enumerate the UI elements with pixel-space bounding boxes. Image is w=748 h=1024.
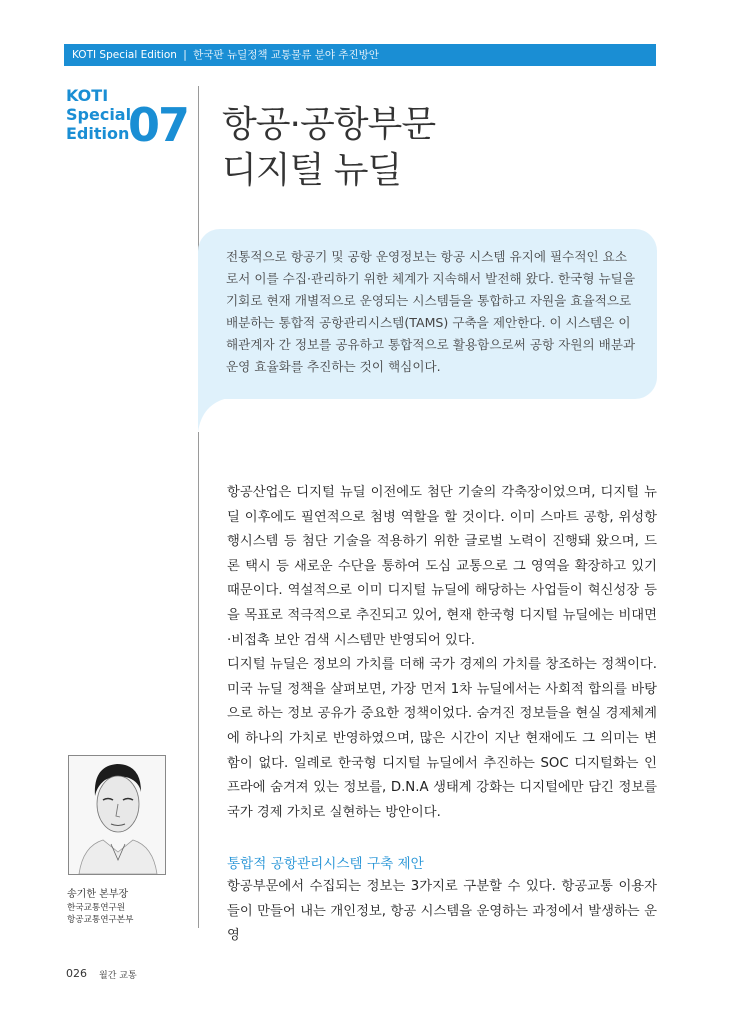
edition-line-koti: KOTI [66,86,109,105]
summary-box-tail [198,398,228,432]
header-subtitle: 한국판 뉴딜정책 교통물류 분야 추진방안 [193,49,379,61]
summary-box: 전통적으로 항공기 및 공항 운영정보는 항공 시스템 유지에 필수적인 요소로서 이를 수집·관리하기 위한 체계가 지속해서 발전해 왔다. 한국형 뉴딜을 기회로 현재 개별적으로 운영되는 시스템들을 통합하고 자원을 효율적으로 배분하는 통합적 공항관리시스템(TAMS) 구축을 제안한다. 이 시스템은 이해관계자 간 정보를 공유하고 통합적으로 활용함으로써 공항 자원의 배분과 운영 효율화를 추진하는 것이 핵심이다. [198,229,657,399]
body-paragraph-2: 디지털 뉴딜은 정보의 가치를 더해 국가 경제의 가치를 창조하는 정책이다. 미국 뉴딜 정책을 살펴보면, 가장 먼저 1차 뉴딜에서는 사회적 합의를 바탕으로 하는 정보 공유가 중요한 정책이었다. 숨겨진 정보들을 현실 경제체계에 하나의 가치로 반영하였으며, 많은 시간이 지난 현재에도 그 의미는 변함이 없다. 일례로 한국형 디지털 뉴딜에서 추진하는 SOC 디지털화는 인프라에 숨겨져 있는 정보를, D.N.A 생태계 강화는 디지털에만 담긴 정보를 국가 경제 가치로 실현하는 방안이다. [227,657,657,820]
section-heading: 통합적 공항관리시스템 구축 제안 [227,856,424,872]
divider-line-bottom [198,432,199,928]
title-line-1: 항공·공항부문 [222,104,436,145]
section-paragraph: 항공부문에서 수집되는 정보는 3가지로 구분할 수 있다. 항공교통 이용자들이 만들어 내는 개인정보, 항공 시스템을 운영하는 과정에서 발생하는 운영 [227,879,657,944]
page-number: 026 [66,967,87,980]
publication-name: 월간 교통 [99,971,137,981]
author-organization [67,902,133,926]
edition-line-special: Special [66,105,132,124]
page-title [222,102,435,194]
author-photo [68,755,166,875]
author-org-line-2: 항공교통연구본부 [67,915,134,925]
article-body [227,481,657,825]
header-bar [64,44,656,66]
edition-line-edition: Edition [66,124,130,143]
title-line-2: 디지털 뉴딜 [222,150,402,191]
edition-number: 07 [128,98,189,152]
header-brand: KOTI Special Edition [72,49,177,61]
author-name: 송기한 본부장 [67,889,129,900]
author-portrait-icon [69,756,165,874]
author-org-line-1: 한국교통연구원 [67,903,126,913]
body-paragraph-1: 항공산업은 디지털 뉴딜 이전에도 첨단 기술의 각축장이었으며, 디지털 뉴딜 이후에도 필연적으로 첨병 역할을 할 것이다. 이미 스마트 공항, 위성항행시스템 등 첨단 기술을 적용하기 위한 글로벌 노력이 진행돼 왔으며, 드론 택시 등 새로운 수단을 통하여 도심 교통으로 그 영역을 확장하고 있기 때문이다. 역설적으로 이미 디지털 뉴딜에 해당하는 사업들이 혁신성장 등을 목표로 적극적으로 추진되고 있어, 현재 한국형 디지털 뉴딜에는 비대면·비접촉 보안 검색 시스템만 반영되어 있다. [227,485,657,648]
header-separator: | [183,49,187,61]
edition-label [66,86,131,143]
